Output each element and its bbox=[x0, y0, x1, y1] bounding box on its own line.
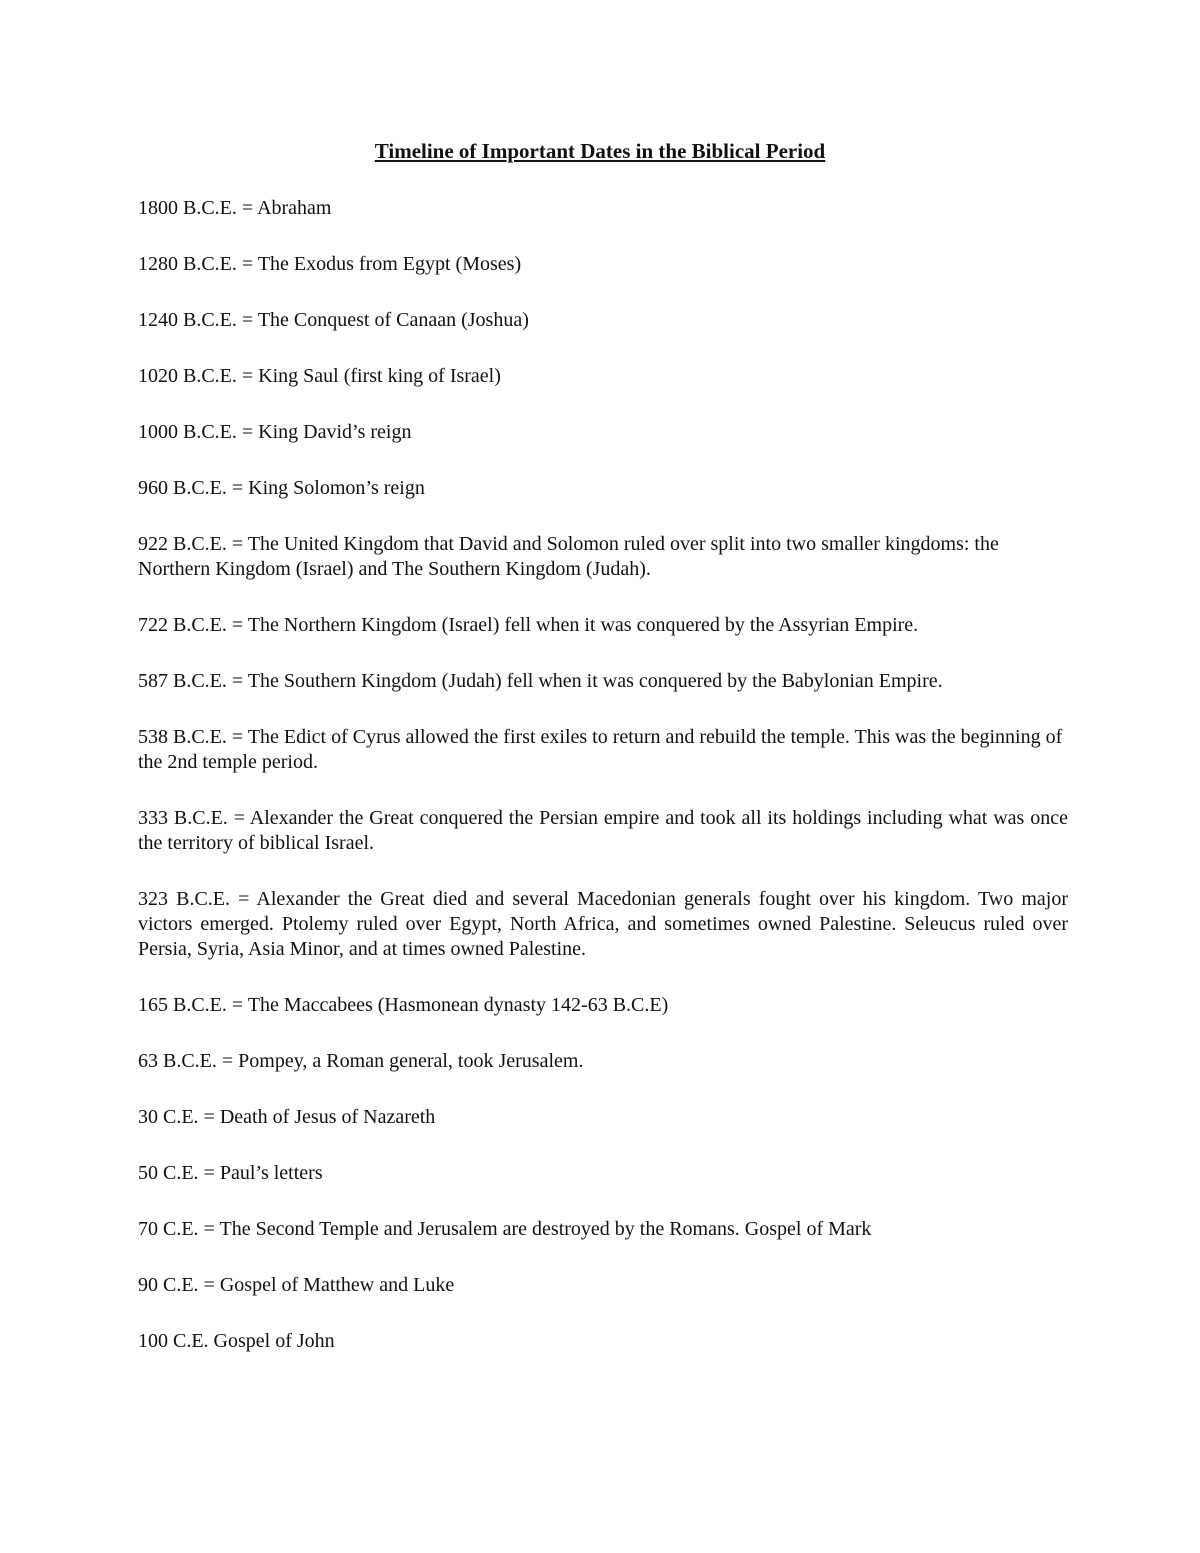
timeline-entry: 1020 B.C.E. = King Saul (first king of Israel) bbox=[138, 365, 501, 387]
timeline-entry: 960 B.C.E. = King Solomon’s reign bbox=[138, 477, 425, 499]
timeline-entry: 70 C.E. = The Second Temple and Jerusalem are destroyed by the Romans. Gospel of Mark bbox=[138, 1218, 872, 1240]
timeline-entry: 100 C.E. Gospel of John bbox=[138, 1330, 335, 1352]
timeline-entry: 722 B.C.E. = The Northern Kingdom (Israel) fell when it was conquered by the Assyrian Empire. bbox=[138, 614, 919, 636]
timeline-entry: 538 B.C.E. = The Edict of Cyrus allowed the first exiles to return and rebuild the temple. This was the beginning of the 2nd temple period. bbox=[138, 726, 1063, 773]
timeline-entry: 1280 B.C.E. = The Exodus from Egypt (Moses) bbox=[138, 253, 522, 275]
timeline-entry: 1240 B.C.E. = The Conquest of Canaan (Joshua) bbox=[138, 309, 529, 331]
timeline-entry: 90 C.E. = Gospel of Matthew and Luke bbox=[138, 1274, 455, 1296]
timeline-entry: 1000 B.C.E. = King David’s reign bbox=[138, 421, 412, 443]
timeline-entry: 1800 B.C.E. = Abraham bbox=[138, 197, 332, 219]
timeline-entry: 63 B.C.E. = Pompey, a Roman general, took Jerusalem. bbox=[138, 1050, 584, 1072]
timeline-entry: 922 B.C.E. = The United Kingdom that David and Solomon ruled over split into two smaller kingdoms: the Northern Kingdom (Israel) and The Southern Kingdom (Judah). bbox=[138, 533, 999, 580]
timeline-entry: 30 C.E. = Death of Jesus of Nazareth bbox=[138, 1106, 436, 1128]
timeline-list bbox=[138, 196, 1068, 1385]
timeline-entry: 587 B.C.E. = The Southern Kingdom (Judah) fell when it was conquered by the Babylonian Empire. bbox=[138, 670, 943, 692]
timeline-entry: 323 B.C.E. = Alexander the Great died and several Macedonian generals fought over his kingdom. Two major victors emerged. Ptolemy ruled over Egypt, North Africa, and sometimes owned Palestine. Seleucus ruled over Persia, Syria, Asia Minor, and at times owned Palestine. bbox=[138, 888, 1068, 960]
timeline-entry: 333 B.C.E. = Alexander the Great conquered the Persian empire and took all its holdings including what was once the territory of biblical Israel. bbox=[138, 807, 1068, 854]
page-title: Timeline of Important Dates in the Biblical Period bbox=[374, 139, 826, 163]
timeline-entry: 50 C.E. = Paul’s letters bbox=[138, 1162, 323, 1184]
timeline-entry: 165 B.C.E. = The Maccabees (Hasmonean dynasty 142-63 B.C.E) bbox=[138, 994, 669, 1016]
